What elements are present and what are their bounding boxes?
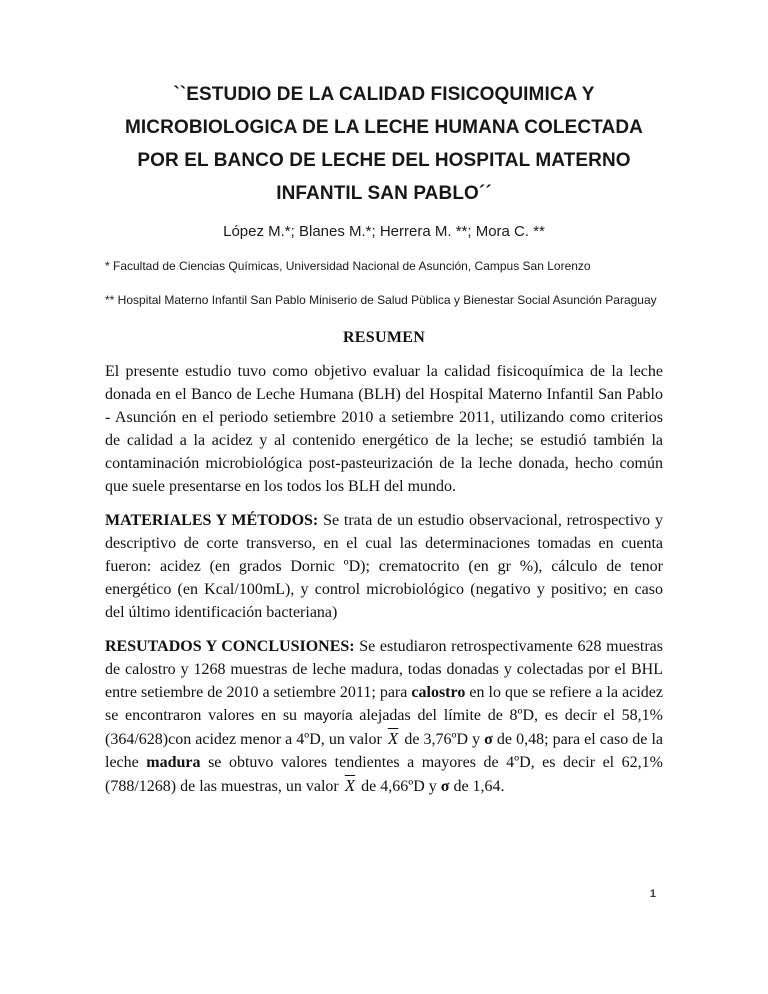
paper-title-line-2: MICROBIOLOGICA DE LA LECHE HUMANA COLECTADA <box>125 117 643 138</box>
results-bold-madura: madura <box>146 754 201 771</box>
x-bar-symbol-1: $\overline{X}$ <box>387 729 399 748</box>
affiliation-1: * Facultad de Ciencias Químicas, Universidad Nacional de Asunción, Campus San Lorenzo <box>105 259 591 273</box>
paper-title-line-4: INFANTIL SAN PABLO´´ <box>276 183 492 204</box>
results-run-2: en lo que se refiere a la acidez se encontraron valores en su <box>105 684 663 724</box>
sigma-symbol-1: σ <box>484 731 493 748</box>
results-sans-mayoria: mayoría <box>303 708 353 723</box>
paper-title <box>105 78 663 210</box>
results-run-3: alejadas del límite de 8ºD, es decir el 58,1%(364/628)con acidez menor a 4ºD, un valor <box>105 707 663 748</box>
affiliation-2: ** Hospital Materno Infantil San Pablo Miniserio de Salud Pùblica y Bienestar Social Asunción Paraguay <box>105 293 657 307</box>
results-run-4: de 3,76ºD y <box>400 731 485 748</box>
results-paragraph <box>105 635 663 798</box>
methods-body-text: Se trata de un estudio observacional, retrospectivo y descriptivo de corte transverso, en el cual las determinaciones tomadas en cuenta fueron: acidez (en grados Dornic ºD); crematocrito (en gr %), cálculo de tenor energético (en Kcal/100mL), y control microbiológico (negativo y positivo; en caso del último identificación bacteriana) <box>105 512 663 621</box>
results-run-7: de 4,66ºD y <box>357 778 441 795</box>
results-run-8: de 1,64. <box>449 778 505 795</box>
x-bar-symbol-2: $\overline{X}$ <box>344 776 356 795</box>
paper-title-line-1: ``ESTUDIO DE LA CALIDAD FISICOQUIMICA Y <box>173 84 595 105</box>
methods-heading: MATERIALES Y MÉTODOS: <box>105 512 319 529</box>
methods-paragraph <box>105 509 663 624</box>
results-bold-calostro: calostro <box>411 684 466 701</box>
resumen-paragraph: El presente estudio tuvo como objetivo evaluar la calidad fisicoquímica de la leche donada en el Banco de Leche Humana (BLH) del Hospital Materno Infantil San Pablo - Asunción en el periodo setiembre 2010 a setiembre 2011, utilizando como criterios de calidad a la acidez y al contenido energético de la leche; se estudió también la contaminación microbiológica post-pasteurización de la leche donada, hecho común que suele presentarse en los todos los BLH del mundo. <box>105 363 663 495</box>
resumen-heading: RESUMEN <box>342 329 426 346</box>
results-run-1: Se estudiaron retrospectivamente 628 muestras de calostro y 1268 muestras de leche madura, todas donadas y colectadas por el BHL entre setiembre de 2010 a setiembre 2011; para <box>105 638 663 701</box>
sigma-symbol-2: σ <box>440 778 450 795</box>
results-run-6: se obtuvo valores tendientes a mayores de 4ºD, es decir el 62,1%(788/1268) de las muestras, un valor <box>105 754 663 795</box>
authors-line: López M.*; Blanes M.*; Herrera M. **; Mora C. ** <box>223 223 545 240</box>
results-run-5: de 0,48; para el caso de la leche <box>105 731 663 771</box>
results-heading: RESUTADOS Y CONCLUSIONES: <box>105 638 355 655</box>
paper-title-line-3: POR EL BANCO DE LECHE DEL HOSPITAL MATERNO <box>137 150 631 171</box>
page-number: 1 <box>649 888 656 900</box>
